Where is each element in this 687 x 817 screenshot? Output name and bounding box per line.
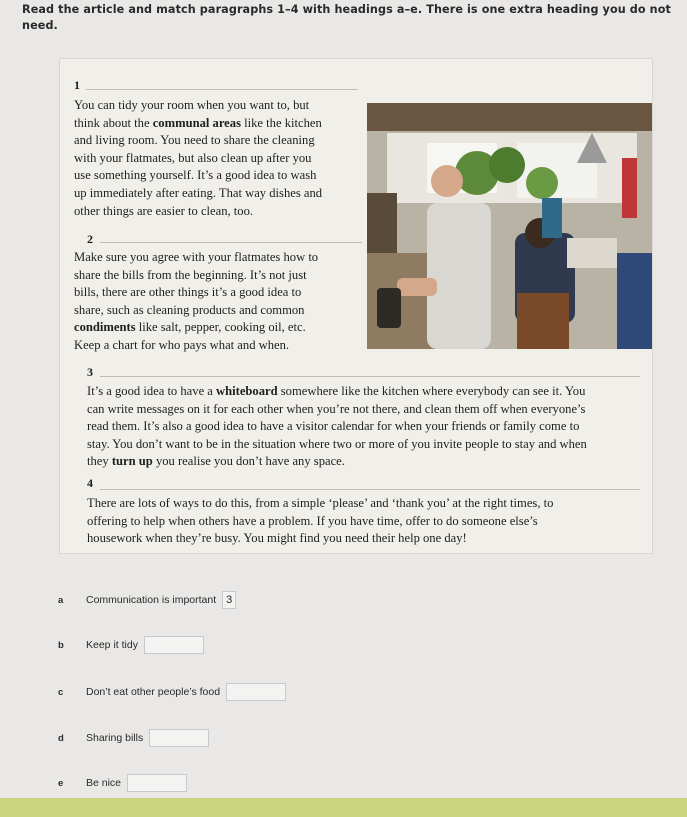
- paragraph-line: offering to help when others have a problem. If you have time, offer to do someone else’s: [87, 513, 538, 528]
- paragraph-line: with your flatmates, but also clean up after you: [74, 150, 312, 165]
- paragraph-line: think about the communal areas like the kitchen: [74, 115, 322, 130]
- paragraph-line: Keep a chart for who pays what and when.: [74, 337, 290, 352]
- paragraph-line: stay. You don’t want to be in the situation where two or more of you invite people to stay and when: [87, 436, 587, 451]
- paragraph-line: other things are easier to clean, too.: [74, 203, 254, 218]
- paragraph-line: You can tidy your room when you want to, but: [74, 98, 310, 112]
- answer-box[interactable]: [149, 729, 209, 747]
- paragraph-number: 2: [87, 232, 93, 246]
- heading-d: [58, 729, 209, 747]
- answer-box[interactable]: 3: [222, 591, 236, 609]
- heading-b: [58, 636, 204, 654]
- bottom-bar: [0, 798, 687, 817]
- heading-letter: c: [58, 686, 64, 698]
- paragraph-line: share the bills from the beginning. It’s not just: [74, 267, 307, 282]
- paragraph-line: read them. It’s also a good idea to have a visitor calendar for when your friends or family come to: [87, 419, 580, 434]
- paragraph-number: 1: [74, 78, 80, 92]
- answer-box[interactable]: [127, 774, 187, 792]
- paragraph-line: share, such as cleaning products and common: [74, 302, 305, 317]
- heading-a: [58, 591, 236, 609]
- heading-text: Keep it tidy: [86, 639, 138, 651]
- paragraph-line: and living room. You need to share the cleaning: [74, 133, 315, 148]
- paragraph-line: housework when they’re busy. You might find you need their help one day!: [87, 531, 467, 546]
- paragraph-line: can write messages on it for each other when you’re not there, and clean them off when everyone’s: [87, 401, 586, 416]
- paragraph-line: bills, there are other things it’s a good idea to: [74, 285, 302, 300]
- heading-c: [58, 683, 286, 701]
- paragraph-line: use something yourself. It’s a good idea to wash: [74, 168, 317, 183]
- answer-box[interactable]: [144, 636, 204, 654]
- paragraph-line: There are lots of ways to do this, from a simple ‘please’ and ‘thank you’ at the right times, to: [87, 496, 554, 510]
- paragraph-number: 4: [87, 476, 93, 490]
- heading-letter: a: [58, 594, 64, 606]
- heading-text: Be nice: [86, 777, 122, 789]
- paragraph-line: up immediately after eating. That way dishes and: [74, 185, 323, 200]
- paragraph-line: they turn up you realise you don’t have any space.: [87, 454, 345, 469]
- heading-letter: b: [58, 639, 64, 651]
- heading-text: Don’t eat other people’s food: [86, 686, 221, 698]
- paragraph-line: Make sure you agree with your flatmates how to: [74, 250, 319, 264]
- instructions: Read the article and match paragraphs 1–4 with headings a–e. There is one extra heading you do not need.: [22, 3, 671, 32]
- heading-text: Communication is important: [86, 594, 217, 606]
- paragraph-number: 3: [87, 365, 93, 379]
- heading-text: Sharing bills: [86, 732, 144, 744]
- paragraph-line: condiments like salt, pepper, cooking oil, etc.: [74, 320, 306, 335]
- heading-letter: e: [58, 777, 64, 789]
- heading-letter: d: [58, 732, 64, 744]
- paragraph-line: It’s a good idea to have a whiteboard somewhere like the kitchen where everybody can see it. You: [87, 384, 586, 398]
- heading-e: [58, 774, 187, 792]
- answer-box[interactable]: [226, 683, 286, 701]
